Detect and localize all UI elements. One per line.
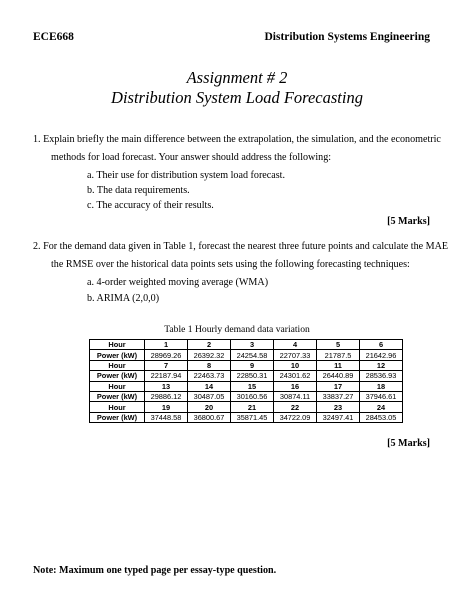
- power-cell: 33837.27: [317, 391, 360, 401]
- power-cell: 28453.05: [360, 412, 403, 422]
- power-cell: 22463.73: [188, 371, 231, 381]
- hour-cell: 13: [145, 381, 188, 391]
- power-cell: 24254.58: [231, 350, 274, 360]
- hour-cell: 21: [231, 402, 274, 412]
- hour-cell: 23: [317, 402, 360, 412]
- table-row: [90, 340, 403, 350]
- power-cell: 37946.61: [360, 391, 403, 401]
- table-row: [90, 381, 403, 391]
- page-note: Note: Maximum one typed page per essay-type question.: [33, 565, 277, 576]
- demand-data-table: [89, 339, 403, 423]
- q1-item-a: a. Their use for distribution system load forecast.: [87, 170, 285, 181]
- hour-cell: 2: [188, 340, 231, 350]
- power-cell: 35871.45: [231, 412, 274, 422]
- table-row: [90, 360, 403, 370]
- hour-cell: 14: [188, 381, 231, 391]
- power-cell: 26392.32: [188, 350, 231, 360]
- power-cell: 21787.5: [317, 350, 360, 360]
- power-cell: 22850.31: [231, 371, 274, 381]
- q2-line-2: the RMSE over the historical data points sets using the following forecasting techniques:: [51, 259, 410, 270]
- course-code: ECE668: [33, 31, 74, 43]
- table-row: [90, 412, 403, 422]
- power-cell: 26440.89: [317, 371, 360, 381]
- power-cell: 37448.58: [145, 412, 188, 422]
- power-cell: 30487.05: [188, 391, 231, 401]
- hour-cell: 10: [274, 360, 317, 370]
- hour-cell: 8: [188, 360, 231, 370]
- power-label: Power (kW): [90, 350, 145, 360]
- hour-cell: 18: [360, 381, 403, 391]
- hour-cell: 5: [317, 340, 360, 350]
- hour-label: Hour: [90, 402, 145, 412]
- course-subject: Distribution Systems Engineering: [264, 31, 430, 43]
- hour-cell: 24: [360, 402, 403, 412]
- power-cell: 32497.41: [317, 412, 360, 422]
- power-cell: 22707.33: [274, 350, 317, 360]
- q1-item-c: c. The accuracy of their results.: [87, 200, 214, 211]
- power-cell: 28969.26: [145, 350, 188, 360]
- hour-cell: 16: [274, 381, 317, 391]
- assignment-subtitle: Distribution System Load Forecasting: [111, 88, 363, 107]
- q1-item-b: b. The data requirements.: [87, 185, 190, 196]
- power-cell: 29886.12: [145, 391, 188, 401]
- hour-cell: 11: [317, 360, 360, 370]
- power-cell: 30874.11: [274, 391, 317, 401]
- q1-line-1: 1. Explain briefly the main difference between the extrapolation, the simulation, and the econometric: [33, 134, 441, 145]
- power-cell: 34722.09: [274, 412, 317, 422]
- table-caption: Table 1 Hourly demand data variation: [164, 324, 310, 335]
- hour-cell: 15: [231, 381, 274, 391]
- hour-label: Hour: [90, 360, 145, 370]
- hour-cell: 12: [360, 360, 403, 370]
- hour-cell: 17: [317, 381, 360, 391]
- hour-label: Hour: [90, 381, 145, 391]
- q2-marks: [5 Marks]: [387, 438, 430, 449]
- hour-cell: 9: [231, 360, 274, 370]
- hour-cell: 22: [274, 402, 317, 412]
- power-label: Power (kW): [90, 371, 145, 381]
- power-label: Power (kW): [90, 412, 145, 422]
- power-cell: 22187.94: [145, 371, 188, 381]
- q2-item-a: a. 4-order weighted moving average (WMA): [87, 277, 269, 288]
- power-label: Power (kW): [90, 391, 145, 401]
- hour-label: Hour: [90, 340, 145, 350]
- table-row: [90, 391, 403, 401]
- hour-cell: 20: [188, 402, 231, 412]
- power-cell: 30160.56: [231, 391, 274, 401]
- assignment-title: Assignment # 2: [186, 68, 288, 87]
- q1-marks: [5 Marks]: [387, 216, 430, 227]
- power-cell: 21642.96: [360, 350, 403, 360]
- hour-cell: 19: [145, 402, 188, 412]
- hour-cell: 6: [360, 340, 403, 350]
- hour-cell: 7: [145, 360, 188, 370]
- q1-line-2: methods for load forecast. Your answer should address the following:: [51, 152, 332, 163]
- hour-cell: 4: [274, 340, 317, 350]
- power-cell: 28536.93: [360, 371, 403, 381]
- q2-item-b: b. ARIMA (2,0,0): [87, 293, 160, 304]
- power-cell: 24301.62: [274, 371, 317, 381]
- hour-cell: 3: [231, 340, 274, 350]
- power-cell: 36800.67: [188, 412, 231, 422]
- table-row: [90, 371, 403, 381]
- hour-cell: 1: [145, 340, 188, 350]
- table-row: [90, 402, 403, 412]
- q2-line-1: 2. For the demand data given in Table 1, forecast the nearest three future points and calculate the MAE: [33, 241, 449, 252]
- table-row: [90, 350, 403, 360]
